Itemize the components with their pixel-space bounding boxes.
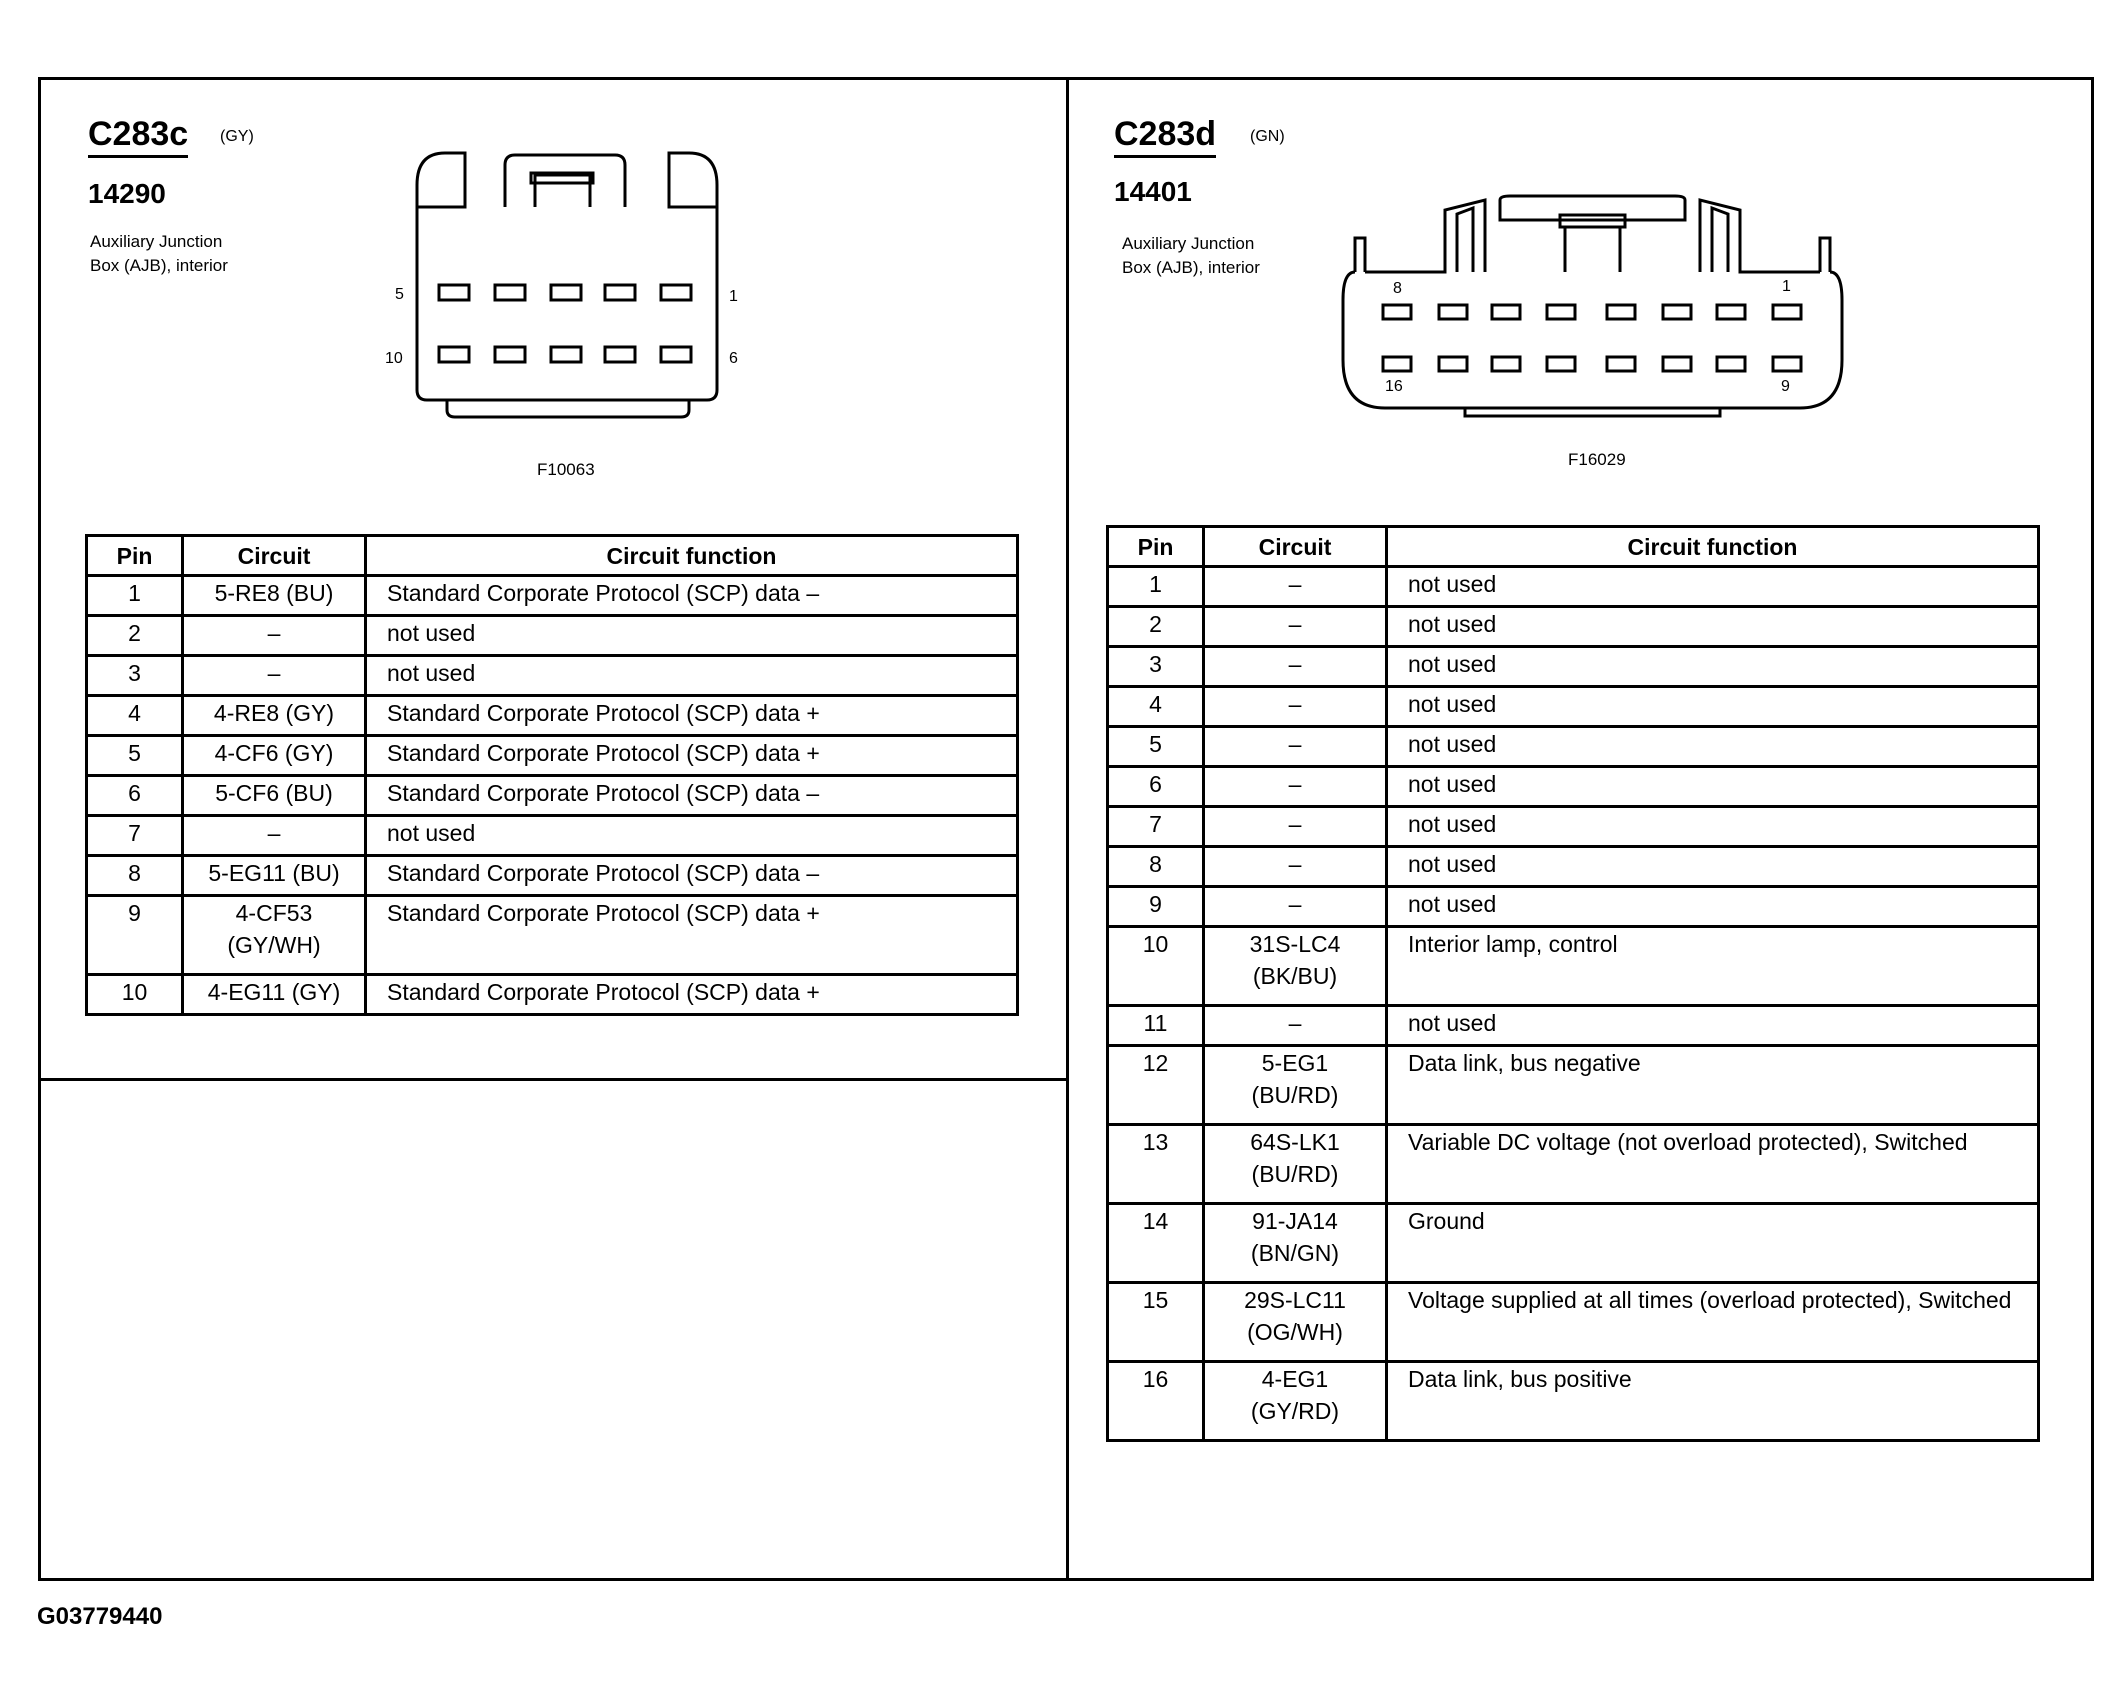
circuit-cell: 4-CF6 (GY) — [183, 736, 366, 776]
circuit-cell: – — [1204, 727, 1387, 767]
pin-cell: 16 — [1108, 1362, 1204, 1441]
function-cell: not used — [1387, 687, 2039, 727]
table-row — [1108, 807, 2039, 847]
circuit-cell: – — [1204, 607, 1387, 647]
function-cell: not used — [1387, 767, 2039, 807]
circuit-cell: – — [1204, 567, 1387, 607]
pin-cell: 7 — [1108, 807, 1204, 847]
right-pin-table — [1106, 525, 2040, 1442]
right-pin-label-bottom-left: 16 — [1385, 378, 1403, 395]
table-row — [1108, 1204, 2039, 1283]
circuit-cell: – — [1204, 767, 1387, 807]
footer-drawing-code: G03779440 — [37, 1603, 163, 1630]
left-connector-id: C283c — [88, 117, 188, 158]
circuit-cell: – — [1204, 887, 1387, 927]
circuit-cell: 5-CF6 (BU) — [183, 776, 366, 816]
function-header: Circuit function — [366, 536, 1018, 576]
pin-cell: 8 — [87, 856, 183, 896]
left-pin-table — [85, 534, 1019, 1016]
function-cell: Interior lamp, control — [1387, 927, 2039, 1006]
pin-cell: 15 — [1108, 1283, 1204, 1362]
function-cell: Standard Corporate Protocol (SCP) data + — [366, 736, 1018, 776]
function-cell: not used — [1387, 727, 2039, 767]
function-cell: Standard Corporate Protocol (SCP) data – — [366, 576, 1018, 616]
function-cell: Ground — [1387, 1204, 2039, 1283]
circuit-cell: 31S-LC4 (BK/BU) — [1204, 927, 1387, 1006]
pin-cell: 7 — [87, 816, 183, 856]
table-row — [87, 776, 1018, 816]
function-cell: Standard Corporate Protocol (SCP) data – — [366, 776, 1018, 816]
left-connector-color: (GY) — [220, 128, 254, 145]
circuit-cell: 29S-LC11 (OG/WH) — [1204, 1283, 1387, 1362]
pin-cell: 3 — [87, 656, 183, 696]
pin-header: Pin — [87, 536, 183, 576]
function-cell: not used — [1387, 1006, 2039, 1046]
table-row — [1108, 1362, 2039, 1441]
pin-cell: 11 — [1108, 1006, 1204, 1046]
table-row — [1108, 1283, 2039, 1362]
right-pin-label-top-left: 8 — [1393, 280, 1402, 297]
circuit-cell: – — [183, 656, 366, 696]
function-header: Circuit function — [1387, 527, 2039, 567]
pin-cell: 4 — [1108, 687, 1204, 727]
function-cell: Data link, bus positive — [1387, 1362, 2039, 1441]
circuit-header: Circuit — [183, 536, 366, 576]
right-figure-code: F16029 — [1568, 450, 1626, 469]
circuit-cell: 4-EG1 (GY/RD) — [1204, 1362, 1387, 1441]
table-row — [1108, 727, 2039, 767]
pin-cell: 6 — [87, 776, 183, 816]
table-row — [1108, 847, 2039, 887]
table-row — [1108, 607, 2039, 647]
pin-cell: 5 — [87, 736, 183, 776]
table-row — [1108, 767, 2039, 807]
pin-cell: 2 — [1108, 607, 1204, 647]
pin-cell: 10 — [1108, 927, 1204, 1006]
pin-cell: 8 — [1108, 847, 1204, 887]
circuit-cell: 4-CF53 (GY/WH) — [183, 896, 366, 975]
pin-cell: 14 — [1108, 1204, 1204, 1283]
function-cell: Standard Corporate Protocol (SCP) data – — [366, 856, 1018, 896]
table-row — [87, 816, 1018, 856]
circuit-cell: – — [1204, 647, 1387, 687]
circuit-cell: – — [183, 616, 366, 656]
function-cell: not used — [366, 616, 1018, 656]
right-connector-id: C283d — [1114, 117, 1216, 158]
function-cell: Data link, bus negative — [1387, 1046, 2039, 1125]
circuit-cell: 5-RE8 (BU) — [183, 576, 366, 616]
table-row — [87, 656, 1018, 696]
table-row — [87, 896, 1018, 975]
table-row — [87, 736, 1018, 776]
panel-divider-vertical — [1066, 77, 1069, 1581]
circuit-cell: – — [1204, 1006, 1387, 1046]
table-row — [1108, 887, 2039, 927]
pin-cell: 5 — [1108, 727, 1204, 767]
circuit-cell: – — [1204, 687, 1387, 727]
pin-cell: 3 — [1108, 647, 1204, 687]
function-cell: Standard Corporate Protocol (SCP) data + — [366, 896, 1018, 975]
table-row — [87, 975, 1018, 1015]
left-connector-drawing — [405, 145, 745, 425]
pin-cell: 9 — [87, 896, 183, 975]
table-row — [1108, 1125, 2039, 1204]
left-part-number: 14290 — [88, 178, 166, 209]
pin-cell: 9 — [1108, 887, 1204, 927]
function-cell: Standard Corporate Protocol (SCP) data + — [366, 696, 1018, 736]
left-description-line-2: Box (AJB), interior — [90, 256, 228, 275]
circuit-cell: 4-EG11 (GY) — [183, 975, 366, 1015]
left-pin-label-bottom-right: 6 — [729, 350, 738, 367]
circuit-cell: 4-RE8 (GY) — [183, 696, 366, 736]
table-row — [1108, 647, 2039, 687]
table-row — [87, 696, 1018, 736]
left-pin-label-bottom-left: 10 — [385, 350, 403, 367]
pin-cell: 12 — [1108, 1046, 1204, 1125]
pin-cell: 6 — [1108, 767, 1204, 807]
function-cell: not used — [366, 816, 1018, 856]
table-header-row — [1108, 527, 2039, 567]
circuit-cell: 91-JA14 (BN/GN) — [1204, 1204, 1387, 1283]
table-row — [87, 616, 1018, 656]
pin-cell: 4 — [87, 696, 183, 736]
function-cell: not used — [1387, 607, 2039, 647]
table-row — [1108, 1006, 2039, 1046]
pin-cell: 1 — [87, 576, 183, 616]
table-row — [1108, 687, 2039, 727]
pin-cell: 10 — [87, 975, 183, 1015]
table-row — [1108, 1046, 2039, 1125]
left-figure-code: F10063 — [537, 460, 595, 479]
right-description-line-2: Box (AJB), interior — [1122, 258, 1260, 277]
circuit-cell: 5-EG11 (BU) — [183, 856, 366, 896]
right-pin-label-top-right: 1 — [1782, 278, 1791, 295]
circuit-cell: – — [1204, 847, 1387, 887]
function-cell: not used — [1387, 647, 2039, 687]
table-row — [87, 576, 1018, 616]
right-description — [1122, 232, 1260, 280]
left-pin-label-top-right: 1 — [729, 288, 738, 305]
pin-cell: 13 — [1108, 1125, 1204, 1204]
function-cell: Standard Corporate Protocol (SCP) data + — [366, 975, 1018, 1015]
left-pin-label-top-left: 5 — [395, 286, 404, 303]
circuit-header: Circuit — [1204, 527, 1387, 567]
pin-cell: 2 — [87, 616, 183, 656]
right-pin-label-bottom-right: 9 — [1781, 378, 1790, 395]
function-cell: not used — [1387, 807, 2039, 847]
function-cell: not used — [1387, 847, 2039, 887]
pin-header: Pin — [1108, 527, 1204, 567]
table-row — [1108, 567, 2039, 607]
function-cell: Variable DC voltage (not overload protected), Switched — [1387, 1125, 2039, 1204]
function-cell: Voltage supplied at all times (overload protected), Switched — [1387, 1283, 2039, 1362]
table-header-row — [87, 536, 1018, 576]
right-connector-color: (GN) — [1250, 128, 1285, 145]
left-description — [90, 230, 228, 278]
circuit-cell: – — [183, 816, 366, 856]
right-part-number: 14401 — [1114, 176, 1192, 207]
table-row — [87, 856, 1018, 896]
right-description-line-1: Auxiliary Junction — [1122, 234, 1255, 253]
function-cell: not used — [1387, 887, 2039, 927]
table-row — [1108, 927, 2039, 1006]
left-description-line-1: Auxiliary Junction — [90, 232, 223, 251]
panel-divider-horizontal — [38, 1078, 1068, 1081]
function-cell: not used — [1387, 567, 2039, 607]
pin-cell: 1 — [1108, 567, 1204, 607]
circuit-cell: 64S-LK1 (BU/RD) — [1204, 1125, 1387, 1204]
circuit-cell: – — [1204, 807, 1387, 847]
function-cell: not used — [366, 656, 1018, 696]
right-connector-drawing — [1335, 190, 1850, 430]
circuit-cell: 5-EG1 (BU/RD) — [1204, 1046, 1387, 1125]
